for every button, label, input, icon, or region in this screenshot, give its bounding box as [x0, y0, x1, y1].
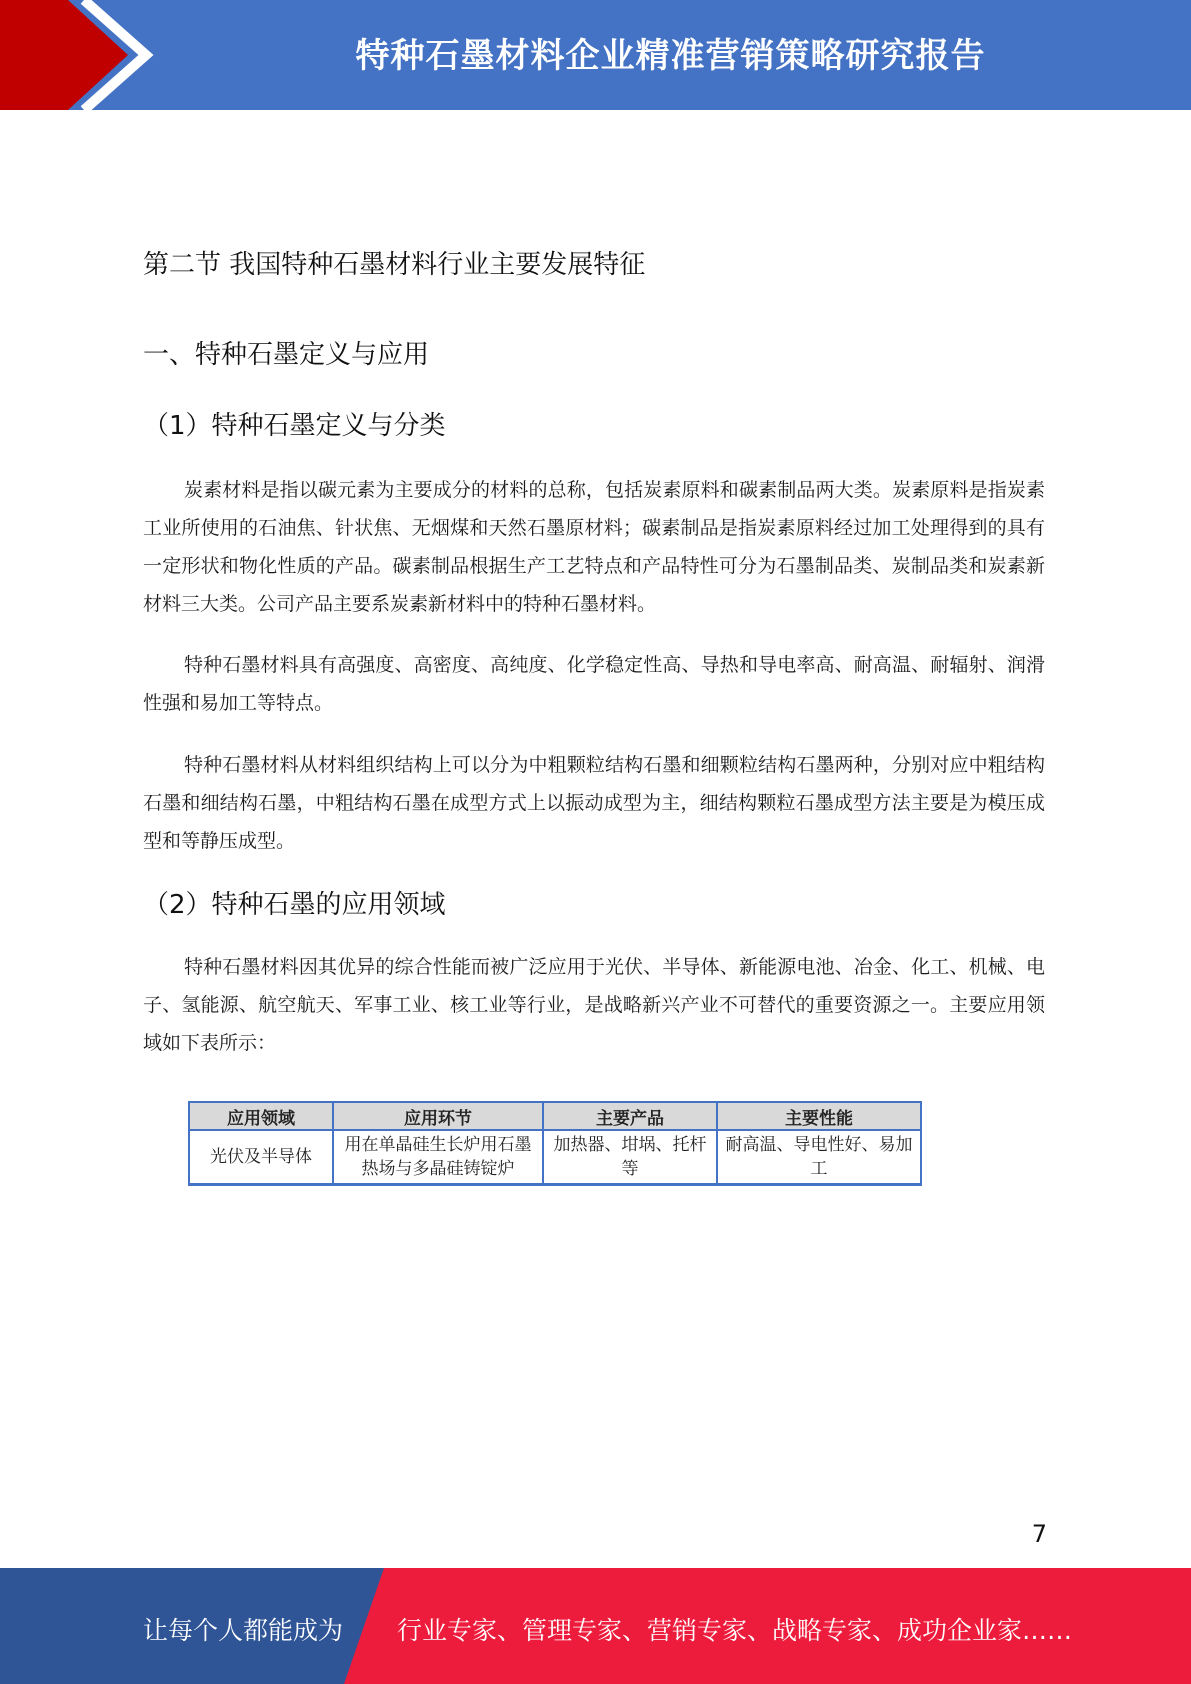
table-cell: 光伏及半导体 [189, 1130, 333, 1185]
paragraph-properties: 特种石墨材料具有高强度、高密度、高纯度、化学稳定性高、导热和导电率高、耐高温、耐辐射、润滑性强和易加工等特点。 [143, 654, 1045, 714]
page-header [0, 0, 1191, 110]
section-title: 第二节 我国特种石墨材料行业主要发展特征 [143, 250, 646, 280]
paragraph-applications: 特种石墨材料因其优异的综合性能而被广泛应用于光伏、半导体、新能源电池、冶金、化工、机械、电子、氢能源、航空航天、军事工业、核工业等行业，是战略新兴产业不可替代的重要资源之一。主要应用领域如下表所示： [143, 956, 1045, 1054]
footer-slogan-right: 行业专家、管理专家、营销专家、战略专家、成功企业家…… [397, 1616, 1073, 1645]
table-header-cell: 主要产品 [543, 1102, 717, 1130]
heading-definition-application: 一、特种石墨定义与应用 [143, 340, 430, 370]
paragraph-structure: 特种石墨材料从材料组织结构上可以分为中粗颗粒结构石墨和细颗粒结构石墨两种，分别对应中粗结构石墨和细结构石墨，中粗结构石墨在成型方式上以振动成型为主，细结构颗粒石墨成型方法主要是为模压成型和等静压成型。 [143, 754, 1045, 852]
heading-application-fields: （2）特种石墨的应用领域 [143, 890, 446, 920]
table-header-cell: 主要性能 [717, 1102, 921, 1130]
table-cell: 用在单晶硅生长炉用石墨热场与多晶硅铸锭炉 [333, 1130, 543, 1185]
report-title: 特种石墨材料企业精准营销策略研究报告 [355, 36, 986, 76]
table-header-cell: 应用环节 [333, 1102, 543, 1130]
heading-definition-classification: （1）特种石墨定义与分类 [143, 411, 446, 441]
page-footer [0, 1568, 1191, 1684]
table-cell: 加热器、坩埚、托杆等 [543, 1130, 717, 1185]
table-cell: 耐高温、导电性好、易加工 [717, 1130, 921, 1185]
footer-slogan-left: 让每个人都能成为 [143, 1616, 344, 1645]
application-table [188, 1101, 922, 1186]
paragraph-carbon-materials: 炭素材料是指以碳元素为主要成分的材料的总称，包括炭素原料和碳素制品两大类。炭素原料是指炭素工业所使用的石油焦、针状焦、无烟煤和天然石墨原材料；碳素制品是指炭素原料经过加工处理得到的具有一定形状和物化性质的产品。碳素制品根据生产工艺特点和产品特性可分为石墨制品类、炭制品类和炭素新材料三大类。公司产品主要系炭素新材料中的特种石墨材料。 [143, 479, 1045, 615]
page-number: 7 [1031, 1520, 1047, 1548]
table-row [189, 1130, 921, 1185]
table-header-cell: 应用领域 [189, 1102, 333, 1130]
table-header-row [189, 1102, 921, 1130]
